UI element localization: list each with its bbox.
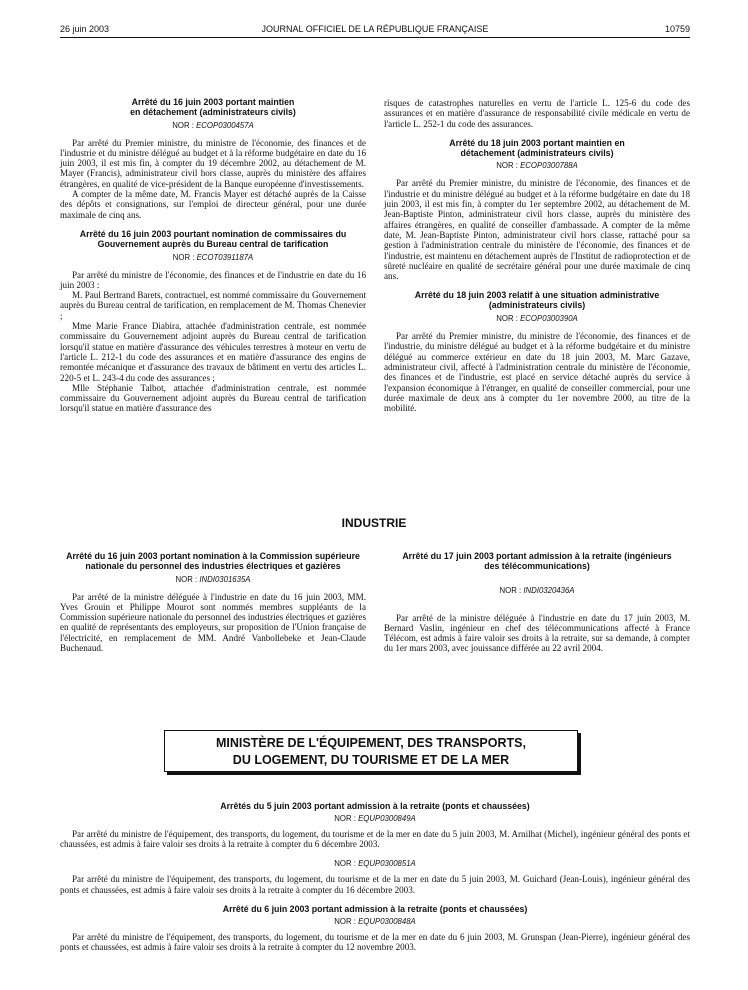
nor-reference: NOR : EQUP0300851A xyxy=(334,859,416,869)
article-maintien-mayer xyxy=(60,98,366,220)
industrie-left-column xyxy=(60,552,366,653)
nor-reference: NOR : INDI0301635A xyxy=(175,574,251,584)
article-paragraph: Par arrêté de la ministre déléguée à l'industrie en date du 16 juin 2003, MM. Yves Grouin et Philippe Mourot sont nommés membres suppléants de la Commission supérieure nationale du personnel des industries électriques et gazières en qualité de représentants des employeurs, sur proposition de l'Union française de l'électricité, en remplacement de MM. André Vanbollebeke et Jean-Claude Buchenaud. xyxy=(60,591,366,654)
ministry-heading-line: MINISTÈRE DE L'ÉQUIPEMENT, DES TRANSPORTS, xyxy=(216,736,526,750)
ministry-articles xyxy=(60,802,690,952)
article-paragraph: Par arrêté du ministre de l'équipement, des transports, du logement, du tourisme et de la mer en date du 5 juin 2003, M. Guichard (Jean-Louis), ingénieur général des ponts et chaussées, est admis à faire valoir ses droits à la retraite à compter du 16 décembre 2003. xyxy=(60,874,690,895)
article-continuation: risques de catastrophes naturelles en vertu de l'article L. 125-6 du code des assurances et en matière d'assurance de responsabilité civile médicale en vertu de l'article L. 252-1 du code des assurances. xyxy=(384,98,690,129)
article-paragraph: Par arrêté du Premier ministre, du ministre de l'économie, des finances et de l'industrie, du ministre délégué au budget et à la réforme budgétaire et du ministre délégué au commerce extérieur en date du 18 juin 2003, M. Marc Gazave, administrateur civil, affecté à l'administration centrale du ministère de l'économie, des finances et de l'industrie, est placé en service détaché auprès du service à l'expansion économique à l'étranger, en qualité de conseiller commercial, pour une durée maximale de deux ans à compter du 1er novembre 2000, au titre de la mobilité. xyxy=(384,331,690,414)
article-paragraph: Par arrêté du ministre de l'économie, des finances et de l'industrie en date du 16 juin 2003 : xyxy=(60,269,366,290)
article-maintien-pinton xyxy=(384,139,690,282)
article-paragraph: Mlle Stéphanie Talbot, attachée d'administration centrale, est nommée commissaire du Gouvernement adjoint auprès du Bureau central de tarification lorsqu'il statue en matière d'assurance des xyxy=(60,382,366,414)
article-paragraph: A compter de la même date, M. Francis Mayer est détaché auprès de la Caisse des dépôts et consignations, sur l'emploi de directeur général, pour une durée maximale de cinq ans. xyxy=(60,189,366,220)
article-title: Arrêté du 16 juin 2003 portant maintien en détachement (administrateurs civils) xyxy=(130,97,296,117)
header-page-number: 10759 xyxy=(664,24,690,34)
article-paragraph: Par arrêté du ministre de l'équipement, des transports, du logement, du tourisme et de la mer en date du 6 juin 2003, M. Grunspan (Jean-Pierre), ingénieur général des ponts et chaussées, est admis à faire valoir ses droits à la retraite à compter du 12 novembre 2003. xyxy=(60,931,690,953)
section-heading-industrie: INDUSTRIE xyxy=(341,516,407,530)
header-rule xyxy=(60,37,690,38)
article-bureau-tarification xyxy=(60,230,366,414)
right-column-top xyxy=(384,98,690,413)
article-title: Arrêté du 6 juin 2003 portant admission à la retraite (ponts et chaussées) xyxy=(222,903,528,914)
nor-reference: NOR : ECOP0300457A xyxy=(172,120,254,130)
article-title: Arrêté du 16 juin 2003 portant nomination à la Commission supérieure nationale du personnel des industries électriques et gazières xyxy=(66,551,360,571)
article-situation-gazave xyxy=(384,291,690,413)
nor-reference: NOR : ECOP0300390A xyxy=(496,314,578,324)
article-paragraph: Mme Marie France Diabira, attachée d'administration centrale, est nommée commissaire du Gouvernement adjoint auprès du Bureau central de tarification lorsqu'il statue en matière d'assurance des véhicules terrestres à moteur en vertu de l'article L. 212-1 du code des assurances et en matière d'assurance des engins de remontée mécanique et d'assurance des travaux de bâtiment en vertu des articles L. 220-5 et L. 243-4 du code des assurances ; xyxy=(60,321,366,383)
article-paragraph: Par arrêté du Premier ministre, du ministre de l'économie, des finances et de l'industrie et du ministre délégué au budget et à la réforme budgétaire en date du 18 juin 2003, il est mis fin, à compter du 1er septembre 2002, au détachement de M. Jean-Baptiste Pinton, administrateur civil hors classe, auprès du ministère des affaires étrangères, en qualité de conseiller d'ambassade. A compter de la même date, M. Jean-Baptiste Pinton, administrateur civil hors classe, rattaché pour sa gestion à l'administration centrale du ministère de l'économie, des finances et de l'industrie, est maintenu en détachement auprès de l'Institut de radioprotection et de sûreté nucléaire en qualité de secrétaire général pour une durée maximale de cinq ans. xyxy=(384,178,690,282)
article-title: Arrêté du 16 juin 2003 pourtant nomination de commissaires du Gouvernement auprès du Bureau central de tarification xyxy=(79,228,347,249)
industrie-right-column xyxy=(384,552,690,654)
nor-reference: NOR : EQUP0300849A xyxy=(334,813,416,823)
page-header xyxy=(60,24,690,38)
article-title: Arrêté du 17 juin 2003 portant admission à la retraite (ingénieurs des télécommunications) xyxy=(402,551,672,571)
header-title: JOURNAL OFFICIEL DE LA RÉPUBLIQUE FRANÇAISE xyxy=(261,24,489,34)
article-paragraph: M. Paul Bertrand Barets, contractuel, est nommé commissaire du Gouvernement auprès du Bureau central de tarification, en remplacement de M. Thomas Chenevier ; xyxy=(60,290,366,321)
article-title: Arrêté du 18 juin 2003 relatif à une situation administrative (administrateurs civils) xyxy=(414,290,660,311)
nor-reference: NOR : ECOP0300788A xyxy=(496,161,578,171)
article-paragraph: Par arrêté de la ministre déléguée à l'industrie en date du 17 juin 2003, M. Bernard Vaslin, ingénieur en chef des télécommunications affecté à France Télécom, est admis à faire valoir ses droits à la retraite, sur sa demande, à compter du 1er mars 2003, avec jouissance différée au 22 avril 2004. xyxy=(384,612,690,654)
ministry-heading-box xyxy=(164,730,578,772)
article-paragraph: Par arrêté du Premier ministre, du ministre de l'économie, des finances et de l'industrie et du ministre délégué au budget et à la réforme budgétaire en date du 16 juin 2003, il est mis fin, à compter du 19 décembre 2002, au détachement de M. Mayer (Francis), administrateur civil hors classe, auprès du ministère des affaires étrangères, en qualité de vice-président de la Banque européenne d'investissements. xyxy=(60,137,366,189)
left-column-top xyxy=(60,98,366,414)
article-title: Arrêtés du 5 juin 2003 portant admission à la retraite (ponts et chaussées) xyxy=(220,801,530,811)
nor-reference: NOR : INDI0320436A xyxy=(499,585,575,595)
header-date: 26 juin 2003 xyxy=(60,24,110,34)
nor-reference: NOR : EQUP0300848A xyxy=(334,916,416,926)
nor-reference: NOR : ECOT0391187A xyxy=(172,252,254,262)
article-paragraph: Par arrêté du ministre de l'équipement, des transports, du logement, du tourisme et de la mer en date du 5 juin 2003, M. Arnilhat (Michel), ingénieur général des ponts et chaussées, est admis à faire valoir ses droits à la retraite à compter du 6 décembre 2003. xyxy=(60,828,690,850)
ministry-heading-line: DU LOGEMENT, DU TOURISME ET DE LA MER xyxy=(232,753,510,767)
article-title: Arrêté du 18 juin 2003 portant maintien en détachement (administrateurs civils) xyxy=(449,137,625,158)
